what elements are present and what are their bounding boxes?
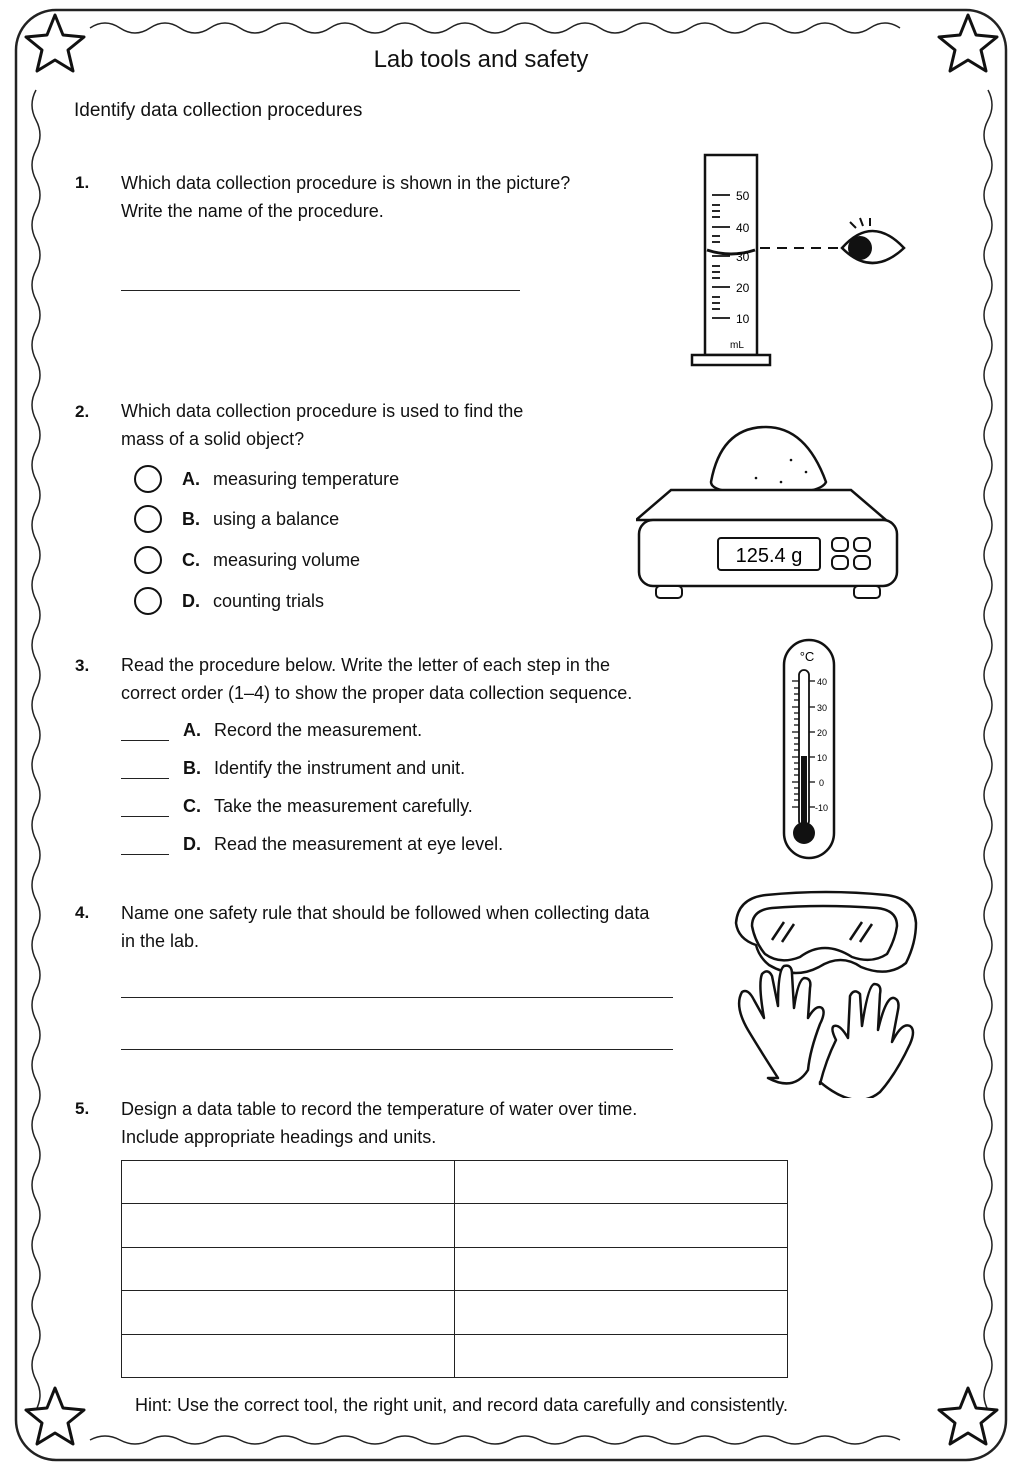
question-2-line-2: mass of a solid object? <box>121 429 305 449</box>
table-row <box>122 1291 788 1334</box>
table-cell[interactable] <box>122 1161 455 1204</box>
option-a[interactable] <box>134 462 399 496</box>
thermo-tick-0: 0 <box>819 778 825 788</box>
eye-icon <box>842 218 904 263</box>
gloves-icon <box>739 966 913 1098</box>
question-1-text <box>121 169 570 225</box>
table-row <box>122 1204 788 1247</box>
balance-reading: 125.4 g <box>735 545 803 567</box>
table-cell[interactable] <box>122 1291 455 1334</box>
option-c[interactable] <box>134 543 360 577</box>
radio-option-d[interactable] <box>134 587 162 615</box>
option-c-label: measuring volume <box>213 549 361 570</box>
blank-data-table <box>121 1160 788 1378</box>
step-a-letter: A. <box>183 720 201 740</box>
question-1-number: 1. <box>75 173 90 192</box>
thermo-tick-20: 20 <box>817 728 828 738</box>
question-5-line-2: Include appropriate headings and units. <box>121 1127 437 1147</box>
step-b <box>121 758 465 779</box>
question-2-line-1: Which data collection procedure is used to find the <box>121 401 524 421</box>
question-4-line-1: Name one safety rule that should be followed when collecting data <box>121 903 650 923</box>
option-d-letter: D. <box>182 590 200 611</box>
answer-line-q4-2[interactable] <box>121 1049 673 1050</box>
question-1-line-1: Which data collection procedure is shown in the picture? <box>121 173 571 193</box>
table-row <box>122 1161 788 1204</box>
cylinder-tick-50: 50 <box>736 189 750 203</box>
table-cell[interactable] <box>122 1204 455 1247</box>
table-cell[interactable] <box>455 1291 788 1334</box>
thermo-tick-10: 10 <box>817 753 828 763</box>
radio-option-c[interactable] <box>134 546 162 574</box>
question-4-text <box>121 899 649 955</box>
table-cell[interactable] <box>455 1247 788 1290</box>
thermo-tick-neg10: -10 <box>815 803 829 813</box>
question-2-text <box>121 397 523 453</box>
thermometer-illustration <box>782 638 838 862</box>
step-d-blank[interactable] <box>121 834 169 855</box>
step-b-blank[interactable] <box>121 758 169 779</box>
step-d-letter: D. <box>183 834 201 854</box>
table-cell[interactable] <box>122 1334 455 1377</box>
page-subtitle: Identify data collection procedures <box>74 100 363 121</box>
step-a-text: Record the measurement. <box>214 720 423 740</box>
goggles-icon <box>736 892 916 973</box>
question-3-number: 3. <box>75 656 90 675</box>
thermo-tick-40: 40 <box>817 677 828 687</box>
question-5-number: 5. <box>75 1099 90 1118</box>
question-2-number: 2. <box>75 402 90 421</box>
safety-gear-illustration <box>730 888 920 1098</box>
option-d-label: counting trials <box>213 590 325 611</box>
answer-line-q4-1[interactable] <box>121 997 673 998</box>
thermometer-unit: °C <box>799 649 815 664</box>
option-d[interactable] <box>134 584 324 618</box>
step-c-letter: C. <box>183 796 201 816</box>
step-d <box>121 834 503 855</box>
table-row <box>122 1247 788 1290</box>
page-title: Lab tools and safety <box>373 46 589 73</box>
hint-text: Hint: Use the correct tool, the right unit, and record data carefully and consistently. <box>135 1395 789 1415</box>
step-a <box>121 720 422 741</box>
radio-option-b[interactable] <box>134 505 162 533</box>
table-cell[interactable] <box>455 1204 788 1247</box>
cylinder-tick-10: 10 <box>736 312 750 326</box>
table-cell[interactable] <box>122 1247 455 1290</box>
option-b-letter: B. <box>182 508 200 529</box>
question-5-text <box>121 1095 637 1151</box>
question-4-line-2: in the lab. <box>121 931 200 951</box>
question-3-text <box>121 651 632 707</box>
radio-option-a[interactable] <box>134 465 162 493</box>
option-b[interactable] <box>134 502 339 536</box>
step-d-text: Read the measurement at eye level. <box>214 834 504 854</box>
step-c <box>121 796 473 817</box>
step-b-letter: B. <box>183 758 201 778</box>
cylinder-unit: mL <box>730 340 744 351</box>
option-c-letter: C. <box>182 549 200 570</box>
question-5-line-1: Design a data table to record the temperature of water over time. <box>121 1099 638 1119</box>
thermo-tick-30: 30 <box>817 703 828 713</box>
option-a-label: measuring temperature <box>213 468 400 489</box>
balance-illustration <box>636 420 901 605</box>
cylinder-tick-30: 30 <box>736 250 750 264</box>
table-row <box>122 1334 788 1377</box>
step-b-text: Identify the instrument and unit. <box>214 758 466 778</box>
question-4-number: 4. <box>75 903 90 922</box>
option-a-letter: A. <box>182 468 200 489</box>
question-3-line-1: Read the procedure below. Write the letter of each step in the <box>121 655 610 675</box>
table-cell[interactable] <box>455 1334 788 1377</box>
step-c-text: Take the measurement carefully. <box>214 796 473 816</box>
table-cell[interactable] <box>455 1161 788 1204</box>
answer-line-q1[interactable] <box>121 290 520 291</box>
rock-icon <box>711 427 826 494</box>
graduated-cylinder-illustration <box>690 150 910 372</box>
question-3-line-2: correct order (1–4) to show the proper data collection sequence. <box>121 683 633 703</box>
option-b-label: using a balance <box>213 508 340 529</box>
cylinder-tick-20: 20 <box>736 281 750 295</box>
step-c-blank[interactable] <box>121 796 169 817</box>
cylinder-tick-40: 40 <box>736 221 750 235</box>
step-a-blank[interactable] <box>121 720 169 741</box>
question-1-line-2: Write the name of the procedure. <box>121 201 384 221</box>
